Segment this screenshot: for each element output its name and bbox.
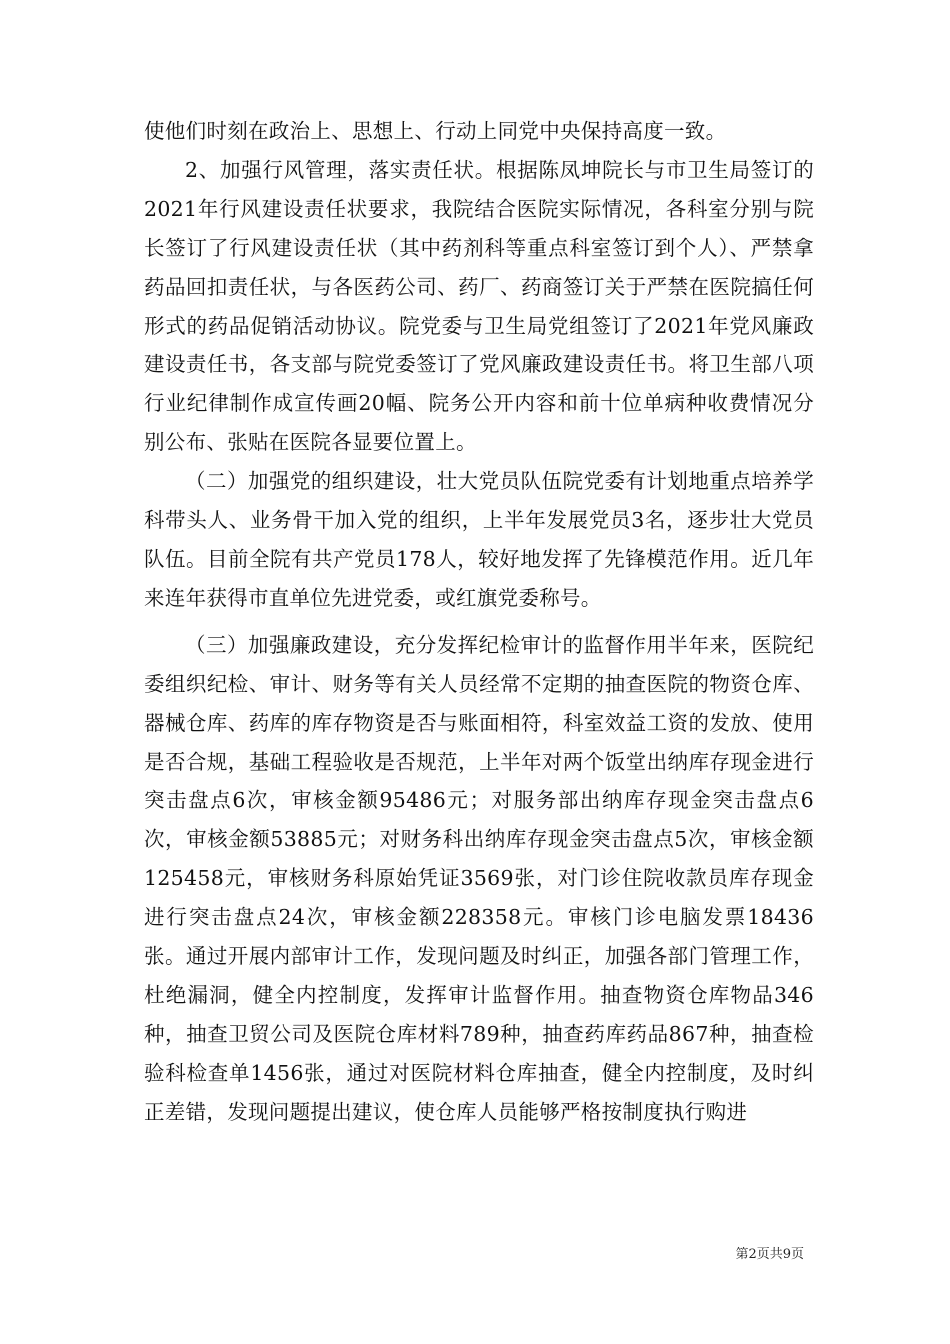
paragraph-party-organization: （二）加强党的组织建设，壮大党员队伍院党委有计划地重点培养学科带头人、业务骨干加入党的组织，上半年发展党员3名，逐步壮大党员队伍。目前全院有共产党员178人，较好地发挥了先锋模范作用。近几年来连年获得市直单位先进党委，或红旗党委称号。: [144, 469, 814, 610]
paragraph-continuation: 使他们时刻在政治上、思想上、行动上同党中央保持高度一致。: [144, 119, 727, 143]
document-body: [144, 112, 814, 1132]
paragraph-conduct-management: 2、加强行风管理，落实责任状。根据陈凤坤院长与市卫生局签订的2021年行风建设责任状要求，我院结合医院实际情况，各科室分别与院长签订了行风建设责任状（其中药剂科等重点科室签订到个人）、严禁拿药品回扣责任状，与各医药公司、药厂、药商签订关于严禁在医院搞任何形式的药品促销活动协议。院党委与卫生局党组签订了2021年党风廉政建设责任书，各支部与院党委签订了党风廉政建设责任书。将卫生部八项行业纪律制作成宣传画20幅、院务公开内容和前十位单病种收费情况分别公布、张贴在医院各显要位置上。: [144, 157, 814, 455]
paragraph-integrity-audit: （三）加强廉政建设，充分发挥纪检审计的监督作用半年来，医院纪委组织纪检、审计、财务等有关人员经常不定期的抽查医院的物资仓库、器械仓库、药库的库存物资是否与账面相符，科室效益工资的发放、使用是否合规，基础工程验收是否规范，上半年对两个饭堂出纳库存现金进行突击盘点6次，审核金额95486元；对服务部出纳库存现金突击盘点6次，审核金额53885元；对财务科出纳库存现金突击盘点5次，审核金额125458元，审核财务科原始凭证3569张，对门诊住院收款员库存现金进行突击盘点24次，审核金额228358元。审核门诊电脑发票18436张。通过开展内部审计工作，发现问题及时纠正，加强各部门管理工作，杜绝漏洞，健全内控制度，发挥审计监督作用。抽查物资仓库物品346种，抽查卫贸公司及医院仓库材料789种，抽查药库药品867种，抽查检验科检查单1456张，通过对医院材料仓库抽查，健全内控制度，及时纠正差错，发现问题提出建议，使仓库人员能够严格按制度执行购进: [144, 632, 814, 1124]
page-number-footer: 第2页共9页: [735, 1247, 804, 1262]
